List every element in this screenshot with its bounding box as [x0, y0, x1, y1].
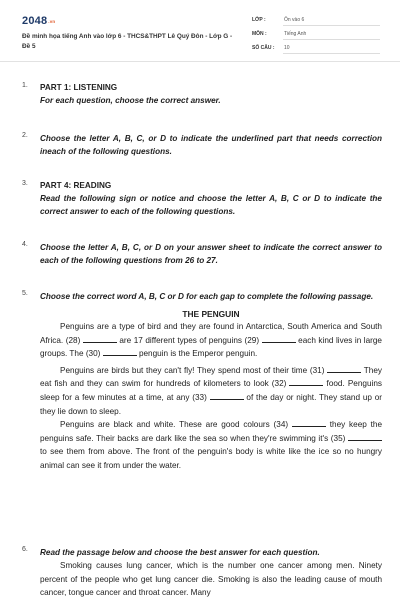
question-instruction: Choose the letter A, B, C, or D to indicate the underlined part that needs correction ineach of the following questions.	[40, 134, 382, 156]
passage-title: THE PENGUIN	[182, 309, 240, 319]
question-2	[22, 132, 382, 158]
logo-text: 2048	[22, 15, 48, 27]
meta-label: LỚP :	[252, 17, 266, 23]
question-instruction: Read the passage below and choose the best answer for each question.	[40, 548, 320, 557]
answer-blank[interactable]	[327, 366, 361, 373]
meta-label: SỐ CÂU :	[252, 45, 275, 51]
meta-label: MÔN :	[252, 31, 267, 37]
passage-text: of the day or night. They stand up or they lie down to sleep.	[40, 392, 383, 416]
meta-value: Ôn vào 6	[283, 17, 380, 26]
meta-value: Tiếng Anh	[283, 31, 380, 40]
meta-count	[252, 45, 380, 55]
question-number: 2.	[22, 132, 28, 139]
question-4	[22, 241, 382, 267]
answer-blank[interactable]	[262, 336, 296, 343]
question-instruction: For each question, choose the correct answer.	[40, 96, 221, 105]
answer-blank[interactable]	[210, 393, 244, 400]
passage-text: are 17 different types of penguins (29)	[119, 335, 260, 345]
question-instruction: Choose the correct word A, B, C or D for each gap to complete the following passage.	[40, 292, 374, 301]
question-1	[22, 82, 382, 107]
question-5	[22, 290, 382, 473]
question-6	[22, 546, 382, 600]
meta-class	[252, 17, 380, 27]
question-number: 6.	[22, 546, 28, 553]
section-heading: PART 1: LISTENING	[40, 83, 118, 92]
section-heading: PART 4: READING	[40, 181, 112, 190]
question-3	[22, 180, 382, 218]
page-header	[0, 0, 400, 62]
passage-paragraph	[40, 320, 382, 361]
question-number: 4.	[22, 241, 28, 248]
passage-text: to see them from above. The front of the penguin's body is white like the ice so no hungry animal can see it from under the water.	[40, 447, 382, 470]
answer-blank[interactable]	[103, 349, 137, 356]
passage-text: Penguins are black and white. These are good colours (34)	[60, 420, 289, 430]
question-instruction: Choose the letter A, B, C, or D on your answer sheet to indicate the correct answer to each of the following questions from 26 to 27.	[40, 243, 382, 265]
passage-paragraph	[40, 364, 382, 418]
passage-text: food. Penguins sleep for a few minutes at a time, at any (33)	[40, 379, 382, 402]
question-number: 5.	[22, 290, 28, 297]
answer-blank[interactable]	[83, 336, 117, 343]
meta-value: 10	[283, 45, 380, 54]
logo-suffix: .vn	[48, 18, 56, 24]
question-number: 3.	[22, 180, 28, 187]
answer-blank[interactable]	[292, 420, 326, 427]
passage-text: Penguins are a type of bird and they are found in Antarctica, South America and South Africa. (28)	[40, 322, 382, 345]
passage-text: Penguins are birds but they can't fly! They spend most of their time (31)	[60, 365, 325, 375]
answer-blank[interactable]	[348, 434, 382, 441]
passage-paragraph	[40, 418, 382, 472]
meta-subject	[252, 31, 380, 41]
passage-text: each kind lives in large groups. The (30)	[40, 335, 382, 359]
passage-paragraph: Smoking causes lung cancer, which is the number one cancer among men. Ninety percent of the people who get lung cancer die. Smoking is also the leading cause of mouth cancer, tongue cancer and throat cancer. Many	[40, 561, 382, 598]
question-instruction: Read the following sign or notice and choose the letter A, B, C or D to indicate the correct answer to each of the following questions.	[40, 194, 382, 216]
passage-text: penguin is the Emperor penguin.	[138, 349, 258, 359]
answer-blank[interactable]	[289, 379, 323, 386]
site-logo[interactable]	[22, 15, 55, 27]
question-number: 1.	[22, 82, 28, 89]
document-title: Đề minh họa tiếng Anh vào lớp 6 - THCS&THPT Lê Quý Đôn - Lớp G - Đề 5	[22, 33, 233, 50]
passage-text: they keep the penguins safe. Their backs are dark like the sea so when they're swimming it's (35)	[40, 420, 383, 443]
passage-text: They eat fish and they can swim for hundreds of kilometers to look (32)	[40, 365, 382, 389]
